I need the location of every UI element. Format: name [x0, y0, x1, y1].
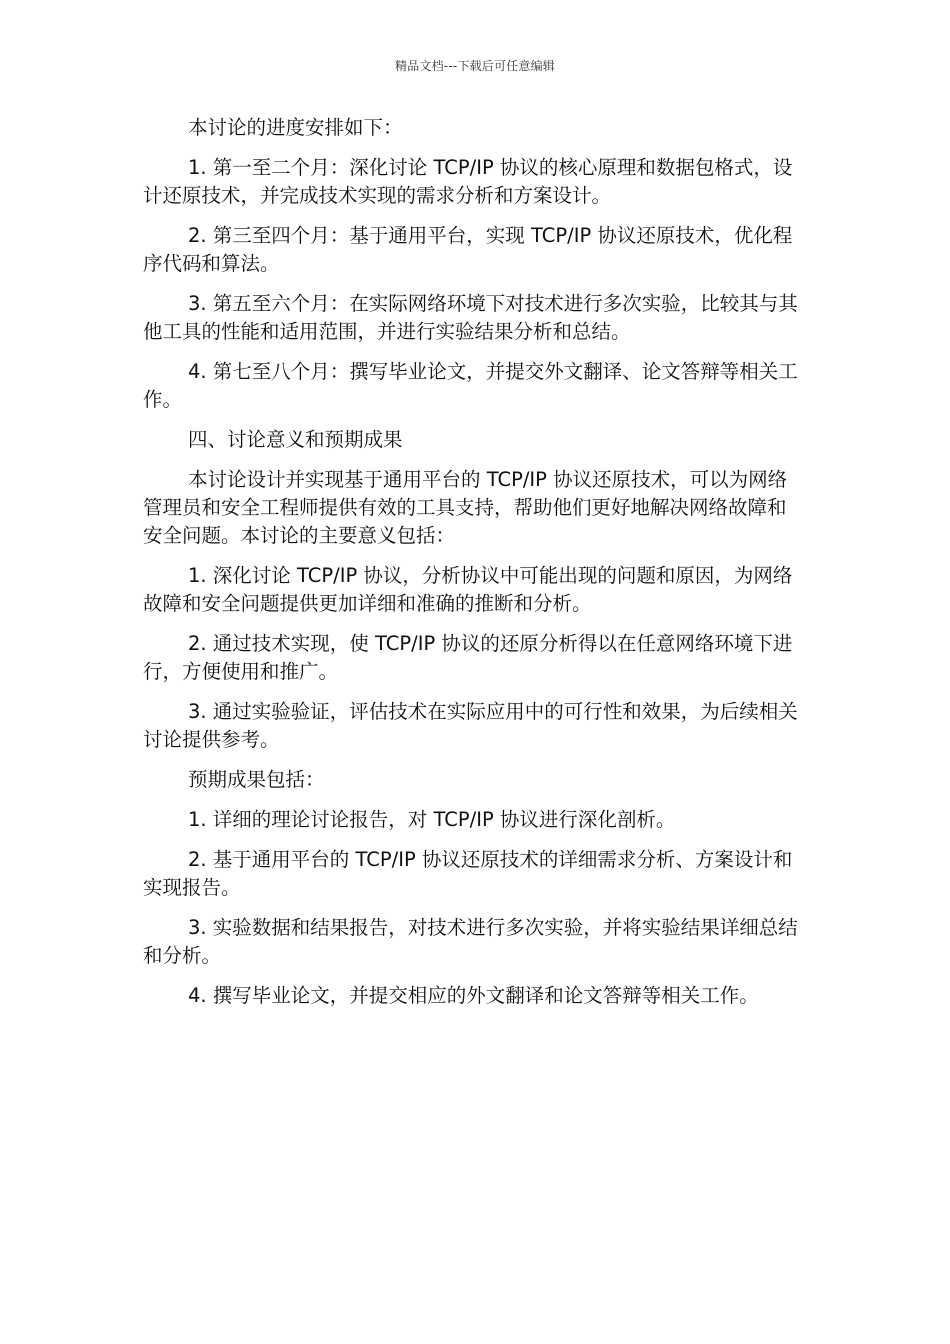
significance-item-2: 2. 通过技术实现，使 TCP/IP 协议的还原分析得以在任意网络环境下进行，方便使用和推广。: [143, 632, 793, 683]
outcome-item-4: 4. 撰写毕业论文，并提交相应的外文翻译和论文答辩等相关工作。: [188, 984, 759, 1007]
outcomes-intro: 预期成果包括：: [188, 768, 325, 791]
outcome-item-2: 2. 基于通用平台的 TCP/IP 协议还原技术的详细需求分析、方案设计和实现报告。: [143, 848, 793, 899]
document-body: [143, 114, 805, 1022]
significance-item-1: 1. 深化讨论 TCP/IP 协议，分析协议中可能出现的问题和原因，为网络故障和安全问题提供更加详细和准确的推断和分析。: [143, 564, 793, 615]
significance-intro: 本讨论设计并实现基于通用平台的 TCP/IP 协议还原技术，可以为网络管理员和安全工程师提供有效的工具支持，帮助他们更好地解决网络故障和安全问题。本讨论的主要意义包括：: [143, 468, 788, 547]
schedule-item-1: 1. 第一至二个月：深化讨论 TCP/IP 协议的核心原理和数据包格式，设计还原技术，并完成技术实现的需求分析和方案设计。: [143, 156, 793, 207]
section-heading: 四、讨论意义和预期成果: [188, 428, 403, 451]
schedule-item-3: 3. 第五至六个月：在实际网络环境下对技术进行多次实验，比较其与其他工具的性能和适用范围，并进行实验结果分析和总结。: [143, 292, 798, 343]
schedule-item-4: 4. 第七至八个月：撰写毕业论文，并提交外文翻译、论文答辩等相关工作。: [143, 360, 798, 411]
outcome-item-3: 3. 实验数据和结果报告，对技术进行多次实验，并将实验结果详细总结和分析。: [143, 916, 798, 967]
schedule-intro: 本讨论的进度安排如下：: [188, 116, 403, 139]
significance-item-3: 3. 通过实验验证，评估技术在实际应用中的可行性和效果，为后续相关讨论提供参考。: [143, 700, 798, 751]
outcome-item-1: 1. 详细的理论讨论报告，对 TCP/IP 协议进行深化剖析。: [188, 808, 676, 831]
schedule-item-2: 2. 第三至四个月：基于通用平台，实现 TCP/IP 协议还原技术，优化程序代码和算法。: [143, 224, 793, 275]
page-header: 精品文档---下载后可任意编辑: [395, 59, 555, 73]
